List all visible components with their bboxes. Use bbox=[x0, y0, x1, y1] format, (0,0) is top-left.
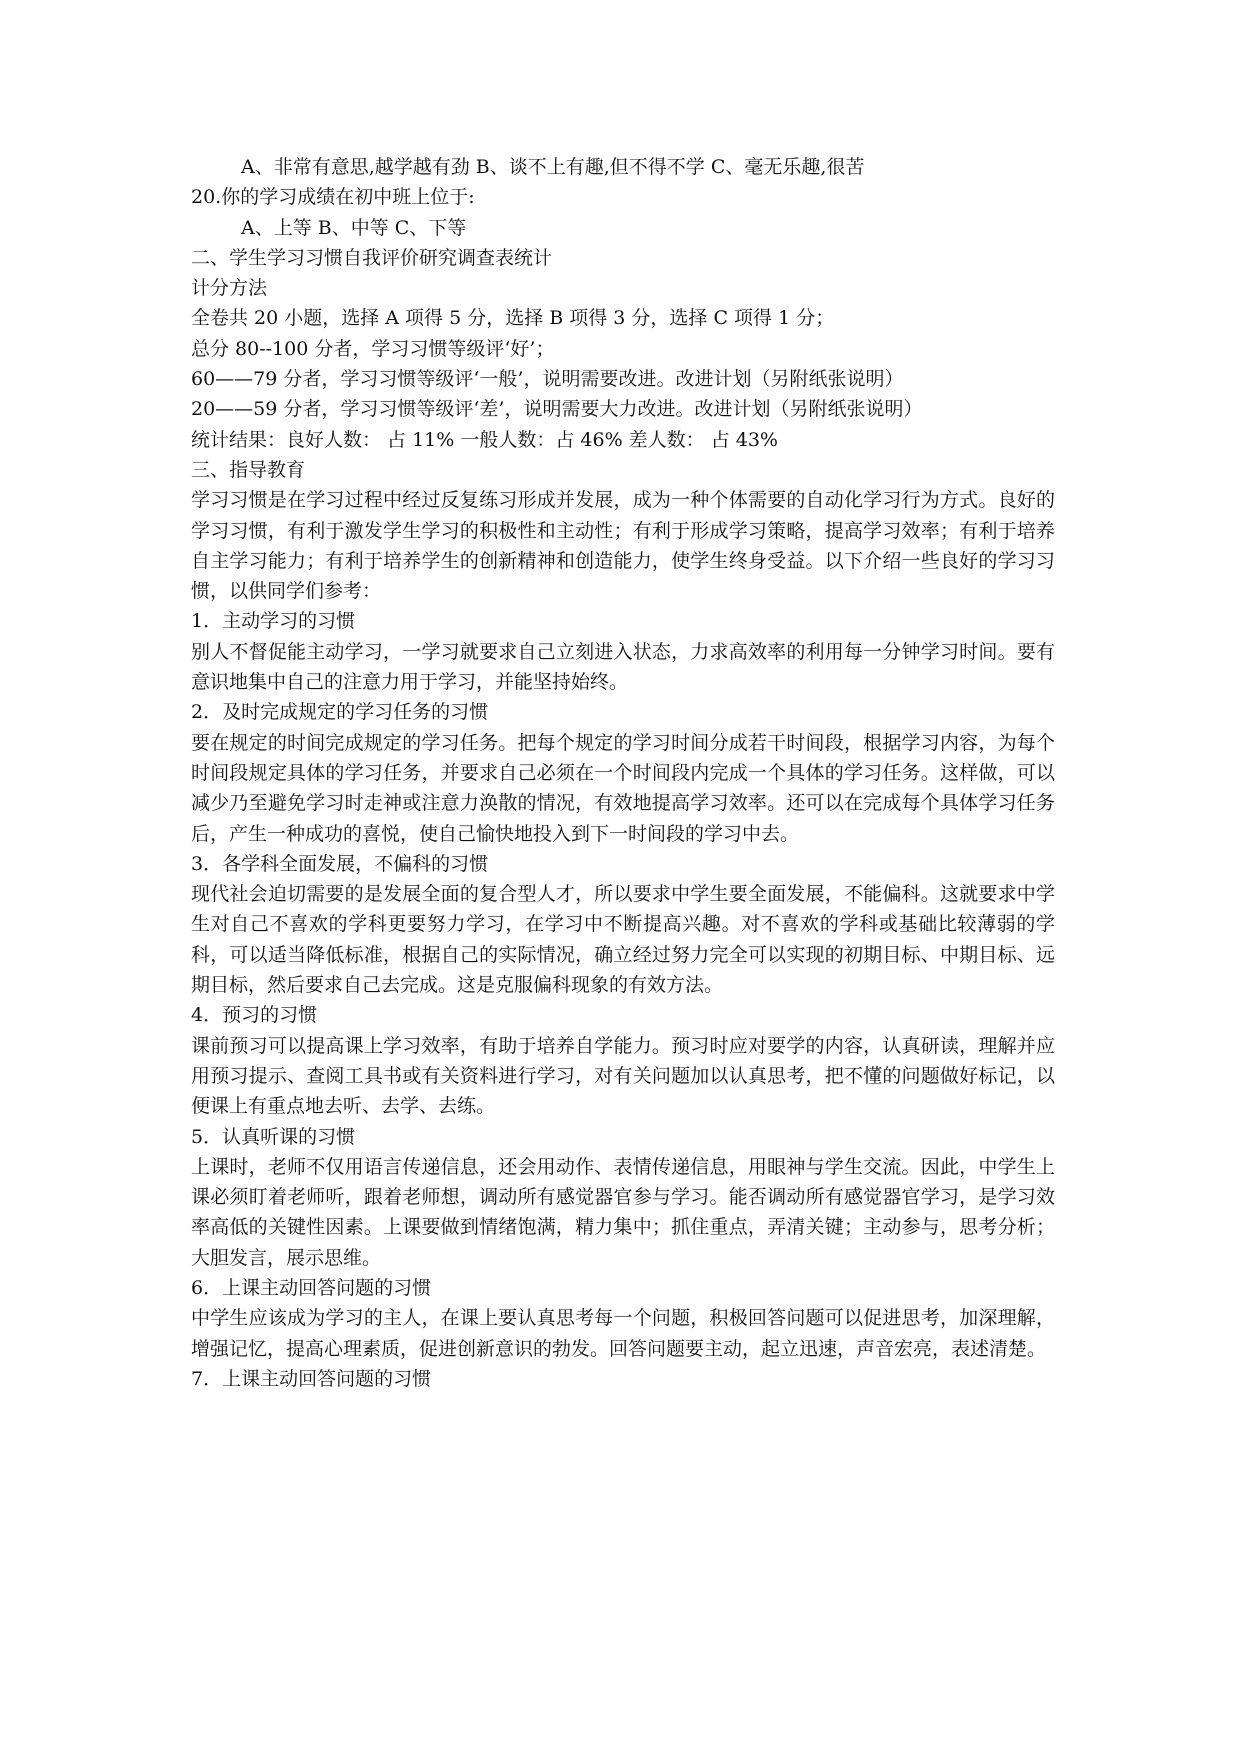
habit-6-body: 中学生应该成为学习的主人，在课上要认真思考每一个问题，积极回答问题可以促进思考，加深理解，增强记忆，提高心理素质，促进创新意识的勃发。回答问题要主动，起立迅速，声音宏亮，表述清楚。 bbox=[191, 1307, 1055, 1360]
level-poor: 20——59 分者，学习习惯等级评‘差’，说明需要大力改进。改进计划（另附纸张说明） bbox=[191, 398, 923, 421]
q19-options: A、非常有意思,越学越有劲 B、谈不上有趣,但不得不学 C、毫无乐趣,很苦 bbox=[241, 156, 865, 178]
habit-4-body: 课前预习可以提高课上学习效率，有助于培养自学能力。预习时应对要学的内容，认真研读，理解并应用预习提示、查阅工具书或有关资料进行学习，对有关问题加以认真思考，把不懂的问题做好标记，以便课上有重点地去听、去学、去练。 bbox=[191, 1034, 1055, 1118]
habit-1-body: 别人不督促能主动学习，一学习就要求自己立刻进入状态，力求高效率的利用每一分钟学习时间。要有意识地集中自己的注意力用于学习，并能坚持始终。 bbox=[191, 640, 1055, 694]
habit-6-title: 6．上课主动回答问题的习惯 bbox=[191, 1276, 432, 1299]
habit-3-title: 3．各学科全面发展，不偏科的习惯 bbox=[191, 852, 489, 875]
habit-7-title: 7．上课主动回答问题的习惯 bbox=[191, 1367, 432, 1390]
habit-4-title: 4．预习的习惯 bbox=[191, 1004, 318, 1027]
habit-3-body: 现代社会迫切需要的是发展全面的复合型人才，所以要求中学生要全面发展，不能偏科。这就要求中学生对自己不喜欢的学科更要努力学习，在学习中不断提高兴趣。对不喜欢的学科或基础比较薄弱的学科，可以适当降低标准，根据自己的实际情况，确立经过努力完全可以实现的初期目标、中期目标、远期目标，然后要求自己去完成。这是克服偏科现象的有效方法。 bbox=[191, 883, 1055, 997]
scoring-rule: 全卷共 20 小题，选择 A 项得 5 分，选择 B 项得 3 分，选择 C 项得 1 分； bbox=[191, 307, 835, 330]
habit-1-title: 1．主动学习的习惯 bbox=[191, 610, 356, 633]
section2-title: 二、学生学习习惯自我评价研究调查表统计 bbox=[191, 246, 553, 269]
level-average: 60——79 分者，学习习惯等级评‘一般’，说明需要改进。改进计划（另附纸张说明） bbox=[191, 368, 904, 391]
q20-question: 20.你的学习成绩在初中班上位于: bbox=[191, 186, 475, 209]
q20-options: A、上等 B、中等 C、下等 bbox=[241, 216, 467, 239]
level-good: 总分 80--100 分者，学习习惯等级评‘好’； bbox=[191, 337, 555, 360]
scoring-title: 计分方法 bbox=[191, 277, 268, 300]
habit-2-title: 2．及时完成规定的学习任务的习惯 bbox=[191, 701, 489, 724]
intro-paragraph: 学习习惯是在学习过程中经过反复练习形成并发展，成为一种个体需要的自动化学习行为方式。良好的学习习惯，有利于激发学生学习的积极性和主动性；有利于形成学习策略，提高学习效率；有利于培养自主学习能力；有利于培养学生的创新精神和创造能力，使学生终身受益。以下介绍一些良好的学习习惯，以供同学们参考： bbox=[191, 489, 1055, 603]
stats-result: 统计结果：良好人数： 占 11% 一般人数：占 46% 差人数： 占 43% bbox=[191, 428, 778, 451]
habit-5-body: 上课时，老师不仅用语言传递信息，还会用动作、表情传递信息，用眼神与学生交流。因此，中学生上课必须盯着老师听，跟着老师想，调动所有感觉器官参与学习。能否调动所有感觉器官学习，是学习效率高低的关键性因素。上课要做到情绪饱满，精力集中；抓住重点，弄清关键；主动参与，思考分析；大胆发言，展示思维。 bbox=[191, 1155, 1055, 1269]
document-page bbox=[191, 152, 1055, 1394]
section3-title: 三、指导教育 bbox=[191, 458, 306, 481]
habit-5-title: 5．认真听课的习惯 bbox=[191, 1125, 356, 1148]
habit-2-body: 要在规定的时间完成规定的学习任务。把每个规定的学习时间分成若干时间段，根据学习内容，为每个时间段规定具体的学习任务，并要求自己必须在一个时间段内完成一个具体的学习任务。这样做，可以减少乃至避免学习时走神或注意力涣散的情况，有效地提高学习效率。还可以在完成每个具体学习任务后，产生一种成功的喜悦，使自己愉快地投入到下一时间段的学习中去。 bbox=[191, 731, 1055, 845]
